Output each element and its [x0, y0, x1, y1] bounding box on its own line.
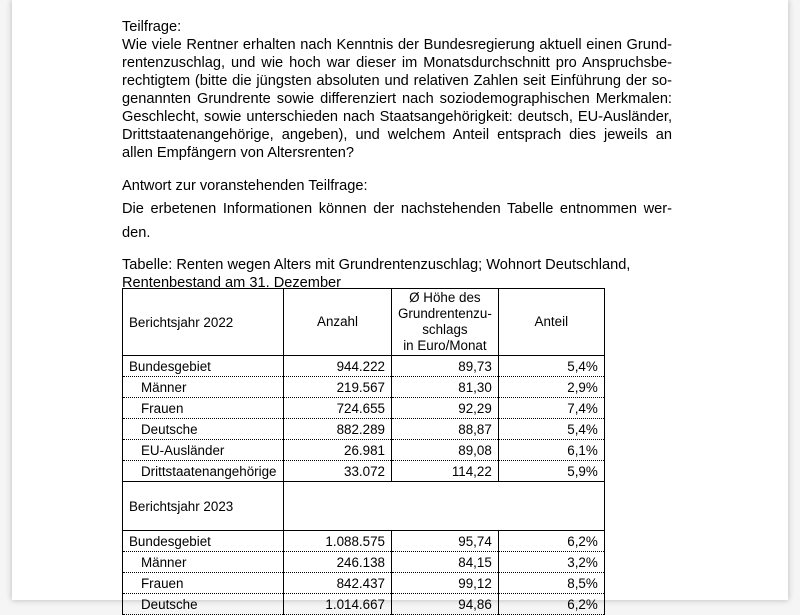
row-anzahl: 842.437 [284, 573, 392, 594]
row-anteil: 6,2% [498, 531, 604, 552]
question-text: Wie viele Rentner erhalten nach Kenntnis der Bundesregierung aktuell einen Grundrentenzuschlag, und wie hoch war dieser im Monatsdurchschnitt pro Anspruchsberechtigtem (bitte die jüngsten absoluten und relativen Zahlen seit Einführung der sogenannten Grundrente sowie differenziert nach soziodemographischen Merkmalen: Geschlecht, sowie unterschieden nach Staatsangehörigkeit: deutsch, EU-Ausländer, Drittstaatenangehörige, angeben), und welchem Anteil entsprach dies jeweils an allen Empfängern von Altersrenten? [122, 37, 672, 161]
row-hoehe: 88,87 [392, 419, 499, 440]
table-row [123, 419, 605, 440]
answer-text: Die erbetenen Informationen können der nachstehenden Tabelle entnommen werden. [122, 201, 672, 241]
header-hoehe [392, 289, 499, 356]
row-anzahl: 246.138 [284, 552, 392, 573]
row-hoehe: 94,86 [392, 594, 499, 615]
row-label: Bundesgebiet [123, 356, 284, 377]
document-page [12, 0, 788, 612]
row-anzahl: 724.655 [284, 398, 392, 419]
question-label: Teilfrage: [122, 19, 182, 35]
row-hoehe: 99,12 [392, 573, 499, 594]
row-anteil: 5,9% [498, 461, 604, 482]
table-row [123, 461, 605, 482]
row-hoehe: 89,08 [392, 440, 499, 461]
header-hoehe-line4: in Euro/Monat [403, 338, 487, 353]
row-anzahl: 882.289 [284, 419, 392, 440]
row-hoehe: 92,29 [392, 398, 499, 419]
row-anteil: 7,4% [498, 398, 604, 419]
row-label: Deutsche [123, 419, 284, 440]
row-hoehe: 84,15 [392, 552, 499, 573]
row-label: Männer [123, 552, 284, 573]
table-row [123, 398, 605, 419]
row-anzahl: 219.567 [284, 377, 392, 398]
year-2023-label: Berichtsjahr 2023 [123, 482, 284, 531]
header-anteil: Anteil [498, 289, 604, 356]
table-row [123, 552, 605, 573]
table-header-row [123, 289, 605, 356]
header-hoehe-line2: Grundrentenzu- [398, 306, 492, 321]
row-anzahl: 26.981 [284, 440, 392, 461]
row-anzahl: 1.088.575 [284, 531, 392, 552]
row-anteil: 2,9% [498, 377, 604, 398]
header-anzahl: Anzahl [284, 289, 392, 356]
year-2023-empty [284, 482, 605, 531]
table-row [123, 531, 605, 552]
table-row [123, 594, 605, 615]
header-hoehe-line3: schlags [422, 322, 468, 337]
table-row [123, 377, 605, 398]
row-anteil: 5,4% [498, 419, 604, 440]
row-label: EU-Ausländer [123, 440, 284, 461]
row-label: Frauen [123, 398, 284, 419]
table-row [123, 440, 605, 461]
row-anteil: 6,1% [498, 440, 604, 461]
row-label: Bundesgebiet [123, 531, 284, 552]
header-hoehe-line1: Ø Höhe des [409, 290, 481, 305]
row-anzahl: 1.014.667 [284, 594, 392, 615]
row-label: Drittstaatenangehörige [123, 461, 284, 482]
pension-table [122, 288, 605, 615]
row-label: Deutsche [123, 594, 284, 615]
row-anteil: 8,5% [498, 573, 604, 594]
row-label: Männer [123, 377, 284, 398]
row-anteil: 3,2% [498, 552, 604, 573]
table-row [123, 573, 605, 594]
row-hoehe: 81,30 [392, 377, 499, 398]
row-hoehe: 89,73 [392, 356, 499, 377]
row-anteil: 6,2% [498, 594, 604, 615]
row-hoehe: 114,22 [392, 461, 499, 482]
row-hoehe: 95,74 [392, 531, 499, 552]
header-year: Berichtsjahr 2022 [123, 289, 284, 356]
row-anteil: 5,4% [498, 356, 604, 377]
row-label: Frauen [123, 573, 284, 594]
answer-label: Antwort zur voranstehenden Teilfrage: [122, 178, 368, 194]
table-row [123, 356, 605, 377]
year-header-row [123, 482, 605, 531]
row-anzahl: 944.222 [284, 356, 392, 377]
row-anzahl: 33.072 [284, 461, 392, 482]
table-caption: Tabelle: Renten wegen Alters mit Grundrentenzuschlag; Wohnort Deutschland, Rentenbestand am 31. Dezember [122, 257, 631, 291]
